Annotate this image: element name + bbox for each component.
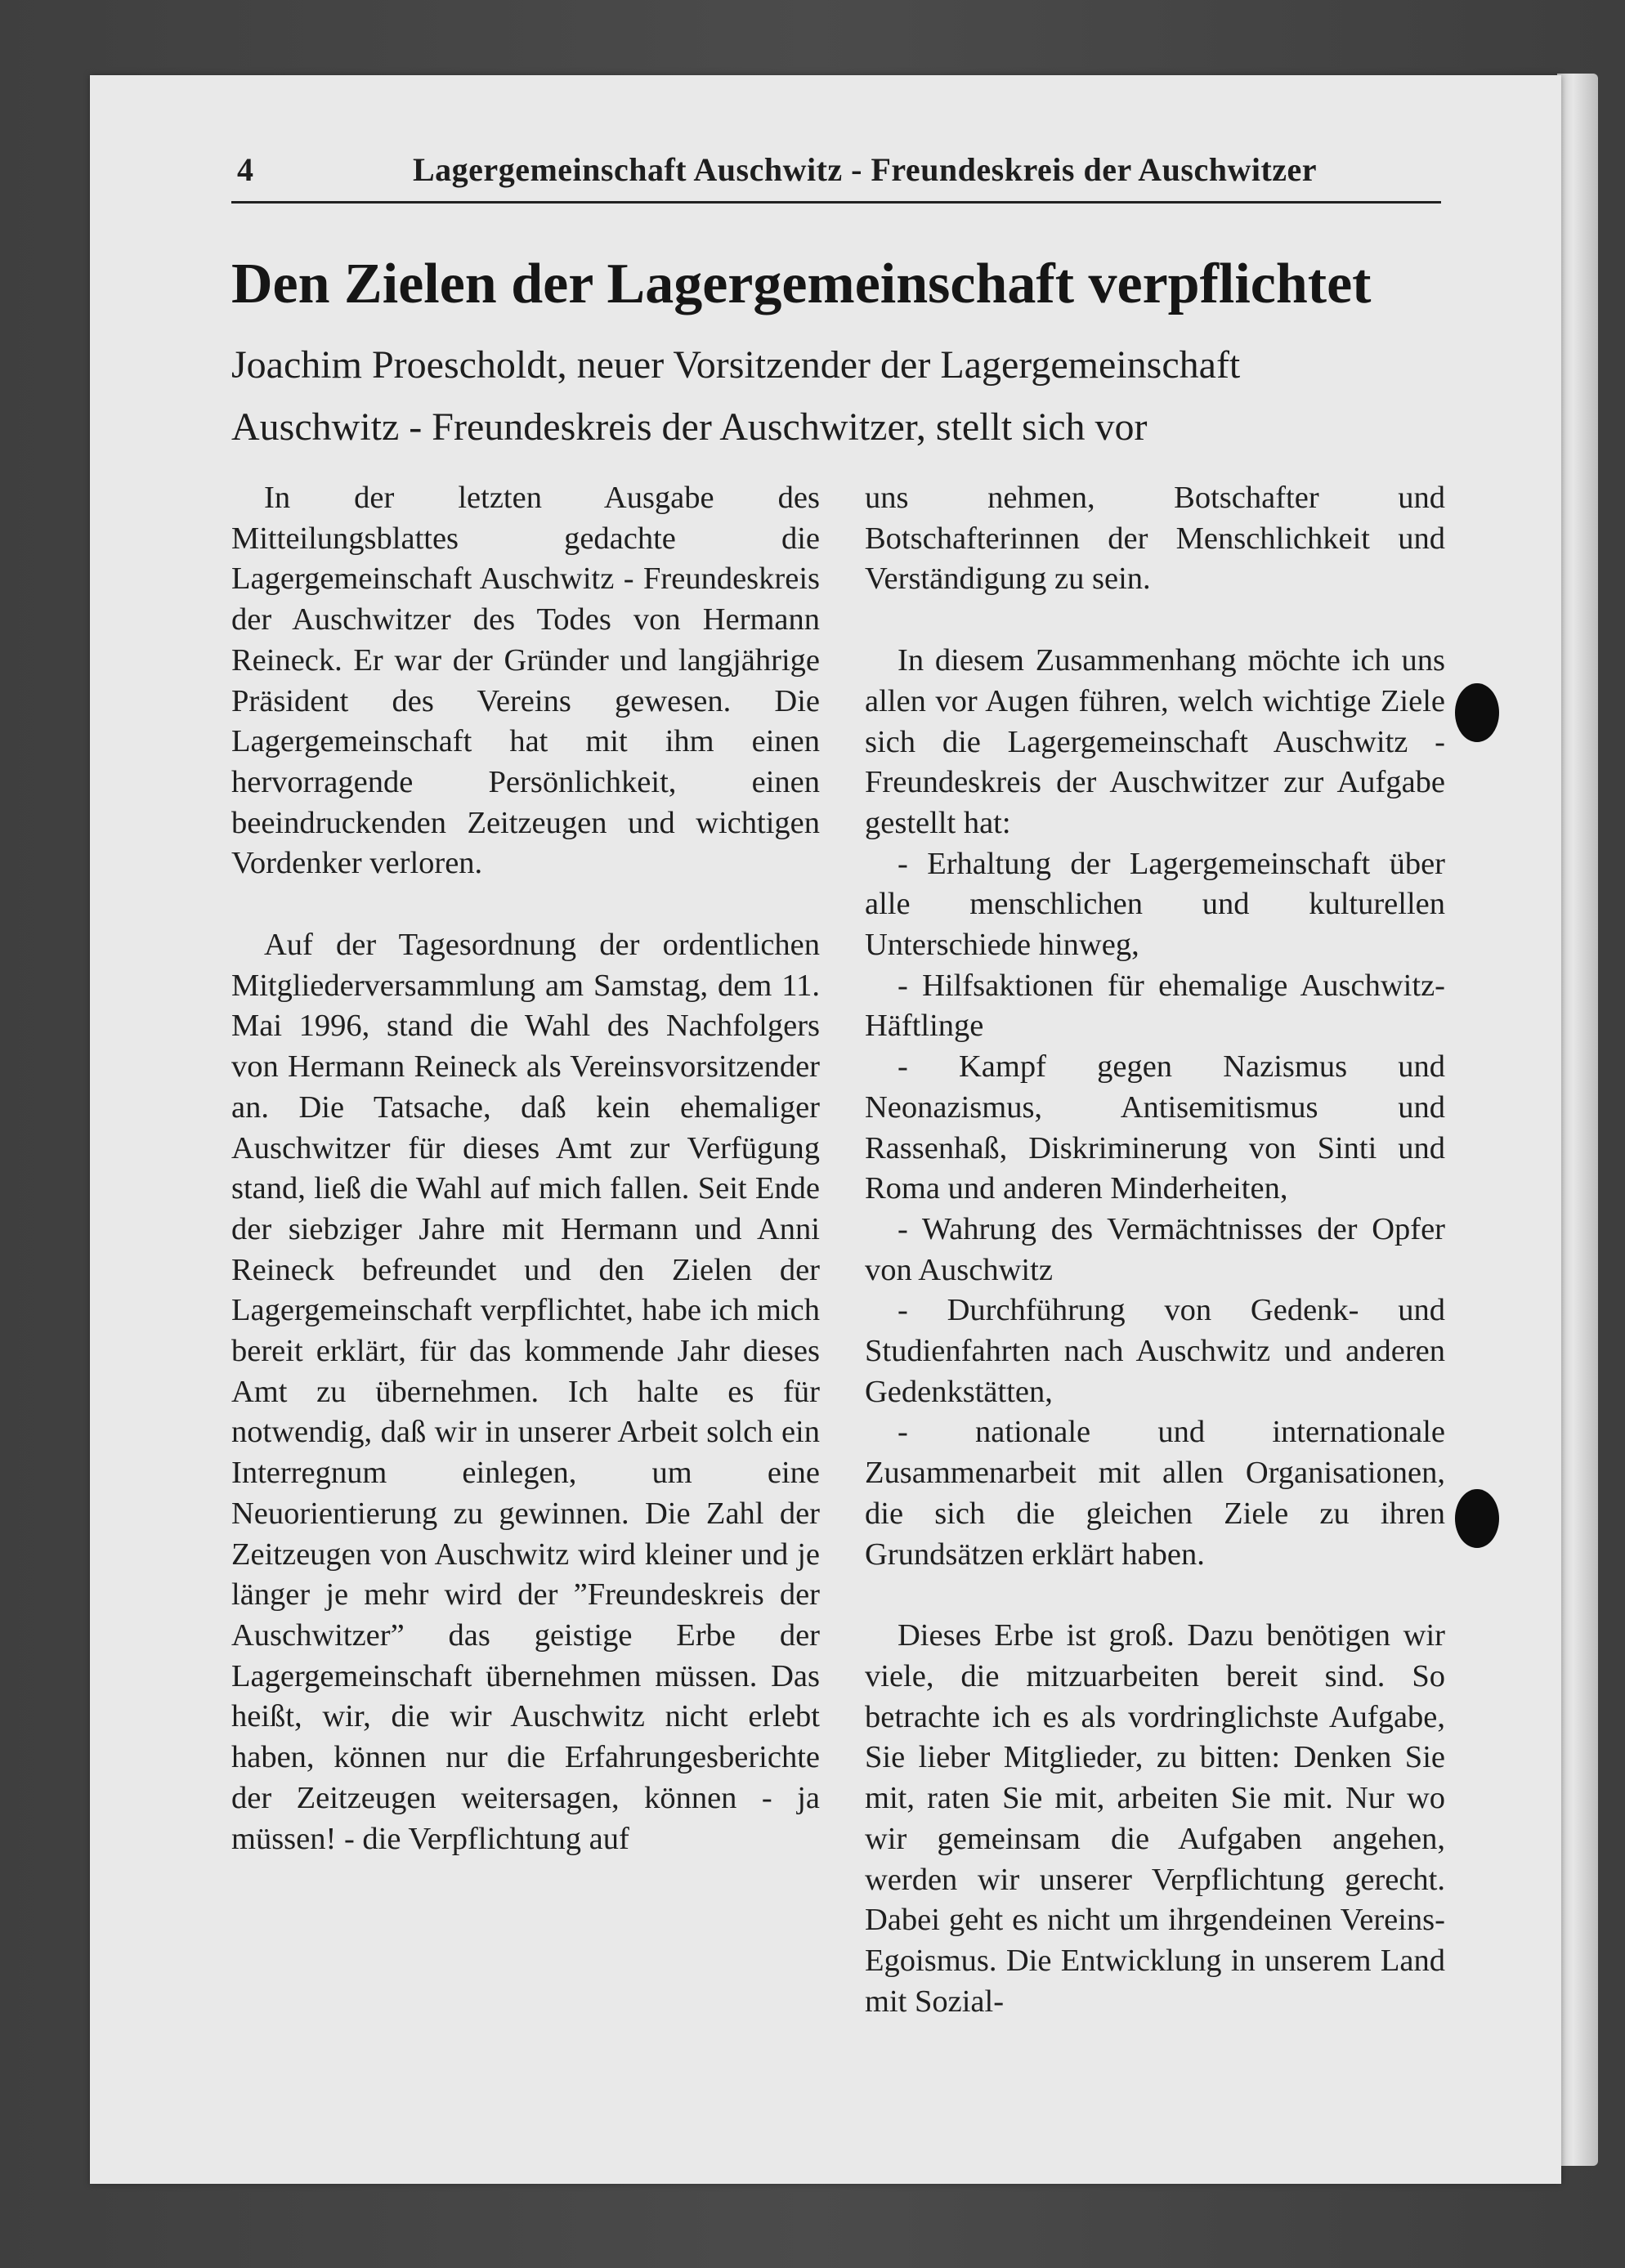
list-item: - Durchführung von Gedenk- und Studienfahrten nach Auschwitz und anderen Gedenkstätten, xyxy=(865,1293,1445,1409)
article-subtitle-line-1: Joachim Proescholdt, neuer Vorsitzender der Lagergemeinschaft xyxy=(231,343,1241,387)
article-subtitle-line-2: Auschwitz - Freundeskreis der Auschwitzer, stellt sich vor xyxy=(231,405,1148,449)
list-item: - Hilfsaktionen für ehemalige Auschwitz-Häftlinge xyxy=(865,968,1445,1044)
article-title: Den Zielen der Lagergemeinschaft verpflichtet xyxy=(231,253,1372,315)
page-number: 4 xyxy=(237,151,253,188)
paragraph: uns nehmen, Botschafter und Botschafterinnen der Menschlichkeit und Verständigung zu sein. xyxy=(865,481,1445,597)
list-item: - Wahrung des Vermächtnisses der Opfer von Auschwitz xyxy=(865,1211,1445,1287)
column-right xyxy=(865,478,1445,2022)
header-title: Lagergemeinschaft Auschwitz - Freundeskreis der Auschwitzer xyxy=(413,151,1318,188)
page-edge xyxy=(1557,74,1598,2166)
paragraph: In diesem Zusammenhang möchte ich uns allen vor Augen führen, welch wichtige Ziele sich die Lagergemeinschaft Auschwitz - Freundeskreis der Auschwitzer zur Aufgabe gestellt hat: xyxy=(865,643,1445,840)
column-left xyxy=(231,478,820,1859)
punch-hole xyxy=(1455,683,1499,742)
header-rule xyxy=(231,201,1441,204)
paragraph: In der letzten Ausgabe des Mitteilungsblattes gedachte die Lagergemeinschaft Auschwitz - Freundeskreis der Auschwitzer des Todes von Hermann Reineck. Er war der Gründer und langjährige Präsident des Vereins gewesen. Die Lagergemeinschaft hat mit ihm einen hervorragende Persönlichkeit, einen beeindruckenden Zeitzeugen und wichtigen Vordenker verloren. xyxy=(231,481,820,881)
punch-hole xyxy=(1455,1489,1499,1548)
paragraph: Dieses Erbe ist groß. Dazu benötigen wir viele, die mitzuarbeiten bereit sind. So betrachte ich es als vordringlichste Aufgabe, Sie lieber Mitglieder, zu bitten: Denken Sie mit, raten Sie mit, arbeiten Sie mit. Nur wo wir gemeinsam die Aufgaben angehen, werden wir unserer Verpflichtung gerecht. Dabei geht es nicht um ihrgendeinen Vereins-Egoismus. Die Entwicklung in unserem Land mit Sozial- xyxy=(865,1618,1445,2019)
list-item: - nationale und internationale Zusammenarbeit mit allen Organisationen, die sich die gleichen Ziele zu ihren Grundsätzen erklärt haben. xyxy=(865,1415,1445,1572)
list-item: - Erhaltung der Lagergemeinschaft über alle menschlichen und kulturellen Unterschiede hinweg, xyxy=(865,846,1445,963)
list-item: - Kampf gegen Nazismus und Neonazismus, Antisemitismus und Rassenhaß, Diskriminerung von Sinti und Roma und anderen Minderheiten, xyxy=(865,1049,1445,1206)
paragraph: Auf der Tagesordnung der ordentlichen Mitgliederversammlung am Samstag, dem 11. Mai 1996, stand die Wahl des Nachfolgers von Hermann Reineck als Vereinsvorsitzender an. Die Tatsache, daß kein ehemaliger Auschwitzer für dieses Amt zur Verfügung stand, ließ die Wahl auf mich fallen. Seit Ende der siebziger Jahre mit Hermann und Anni Reineck befreundet und den Zielen der Lagergemeinschaft verpflichtet, habe ich mich bereit erklärt, für das kommende Jahr dieses Amt zu übernehmen. Ich halte es für notwendig, daß wir in unserer Arbeit solch ein Interregnum einlegen, um eine Neuorientierung zu gewinnen. Die Zahl der Zeitzeugen von Auschwitz wird kleiner und je länger je mehr wird der ”Freundeskreis der Auschwitzer” das geistige Erbe der Lagergemeinschaft übernehmen müssen. Das heißt, wir, die wir Auschwitz nicht erlebt haben, können nur die Erfahrungesberichte der Zeitzeugen weitersagen, können - ja müssen! - die Verpflichtung auf xyxy=(231,928,820,1856)
